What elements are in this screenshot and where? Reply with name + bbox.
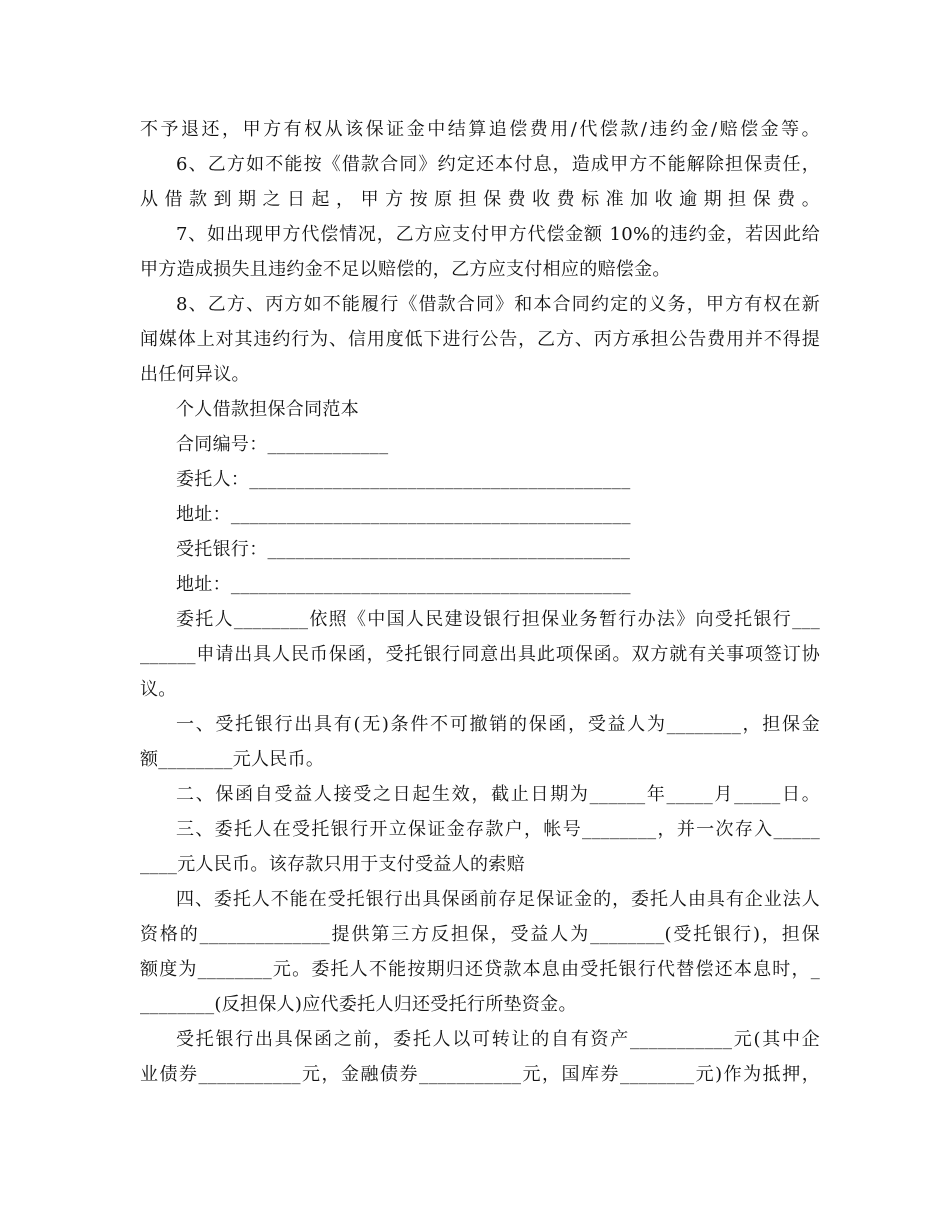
text-line: 议。 xyxy=(140,679,177,700)
section-title: 个人借款担保合同范本 xyxy=(176,399,359,420)
text-line: 委托人________依照《中国人民建设银行担保业务暂行办法》向受托银行___ xyxy=(176,609,820,630)
text-line: ____元人民币。该存款只用于支付受益人的索赔 xyxy=(140,854,525,875)
bank-field: 受托银行：_______________________________________ xyxy=(176,539,631,560)
text-line: 不予退还，甲方有权从该保证金中结算追偿费用/代偿款/违约金/赔偿金等。 xyxy=(140,119,820,140)
text-line: 额度为________元。委托人不能按期归还贷款本息由受托银行代替偿还本息时，_ xyxy=(140,959,820,980)
text-line: 8、乙方、丙方如不能履行《借款合同》和本合同约定的义务，甲方有权在新 xyxy=(176,294,820,315)
text-line: ________(反担保人)应代委托人归还受托行所垫资金。 xyxy=(140,994,577,1015)
text-line: 四、委托人不能在受托银行出具保函前存足保证金的，委托人由具有企业法人 xyxy=(176,889,820,910)
text-line: 从借款到期之日起，甲方按原担保费收费标准加收逾期担保费。 xyxy=(140,189,820,210)
text-line: 受托银行出具保函之前，委托人以可转让的自有资产___________元(其中企 xyxy=(176,1029,820,1050)
text-line: 资格的______________提供第三方反担保，受益人为________(受托银行)，担保 xyxy=(140,924,820,945)
principal-field: 委托人：_________________________________________ xyxy=(176,469,631,490)
bank-address-field: 地址：___________________________________________ xyxy=(176,574,631,595)
text-line: 甲方造成损失且违约金不足以赔偿的，乙方应支付相应的赔偿金。 xyxy=(140,259,671,280)
text-line: 额________元人民币。 xyxy=(140,749,325,770)
text-line: 一、受托银行出具有(无)条件不可撤销的保函，受益人为________，担保金 xyxy=(176,714,820,735)
contract-number-field: 合同编号：_____________ xyxy=(176,434,389,455)
text-line: 业债券___________元，金融债券___________元，国库券________元)作为抵押， xyxy=(140,1064,820,1085)
text-line: 7、如出现甲方代偿情况，乙方应支付甲方代偿金额 10%的违约金，若因此给 xyxy=(176,224,820,245)
text-line: 出任何异议。 xyxy=(140,364,250,385)
text-line: 二、保函自受益人接受之日起生效，截止日期为______年_____月_____日。 xyxy=(176,784,820,805)
text-line: 三、委托人在受托银行开立保证金存款户，帐号________，并一次存入_____ xyxy=(176,819,820,840)
text-line: 闻媒体上对其违约行为、信用度低下进行公告，乙方、丙方承担公告费用并不得提 xyxy=(140,329,820,350)
text-line: ______申请出具人民币保函，受托银行同意出具此项保函。双方就有关事项签订协 xyxy=(140,644,820,665)
text-line: 6、乙方如不能按《借款合同》约定还本付息，造成甲方不能解除担保责任， xyxy=(176,154,820,175)
address-field: 地址：___________________________________________ xyxy=(176,504,631,525)
